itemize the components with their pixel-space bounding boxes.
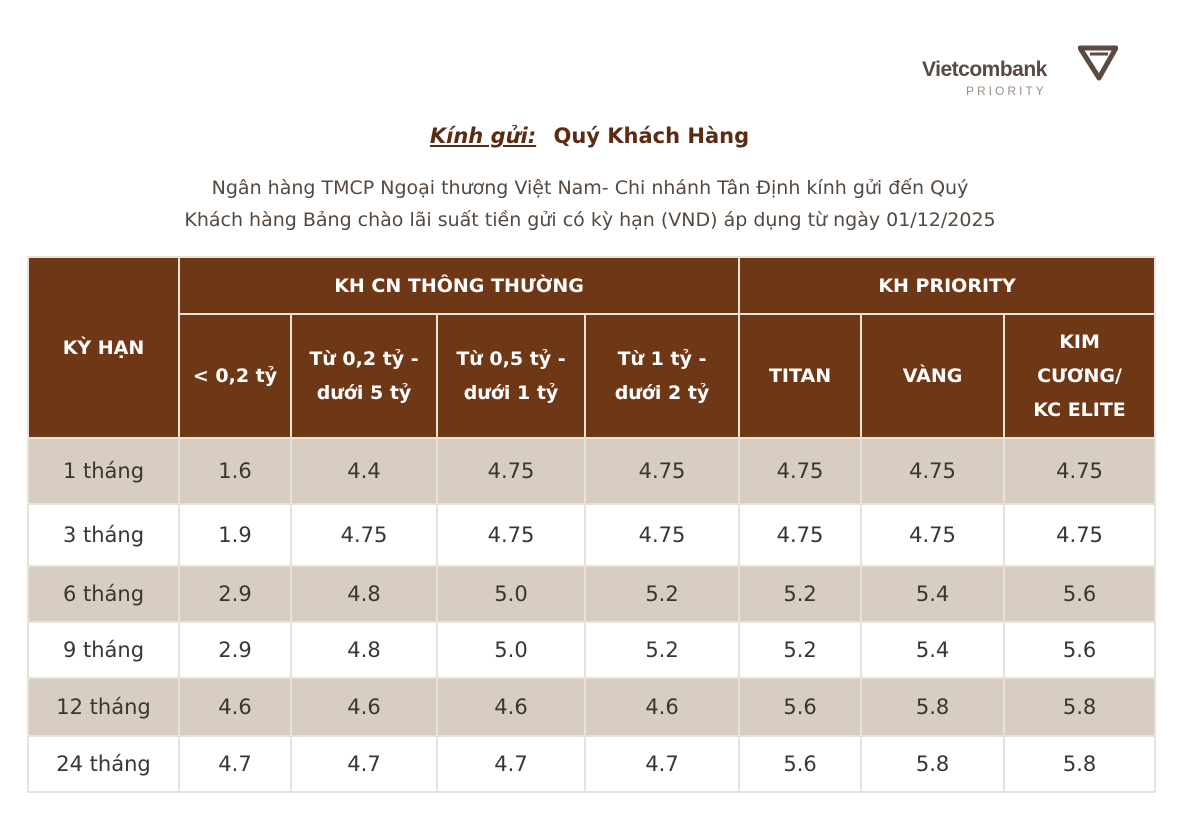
rate-cell: 5.4 [861, 622, 1004, 678]
intro-line-2: Khách hàng Bảng chào lãi suất tiền gửi có kỳ hạn (VND) áp dụng từ ngày 01/12/2025 [184, 209, 996, 231]
rate-cell: 4.8 [291, 566, 437, 622]
column-header-line: Từ 0,2 tỷ - [309, 348, 419, 370]
rate-cell: 4.7 [291, 736, 437, 792]
column-header-line: VÀNG [902, 365, 963, 387]
rate-cell: 4.75 [861, 438, 1004, 504]
rate-cell: 4.6 [437, 678, 585, 736]
rate-cell: 5.4 [861, 566, 1004, 622]
column-header-line: dưới 5 tỷ [316, 382, 412, 404]
rate-cell: 1.6 [179, 438, 291, 504]
rate-cell: 1.9 [179, 504, 291, 566]
rate-cell: 4.75 [437, 504, 585, 566]
term-column-header: KỲ HẠN [28, 257, 179, 438]
greeting [0, 124, 1179, 148]
term-cell: 12 tháng [28, 678, 179, 736]
rate-cell: 5.6 [1004, 622, 1155, 678]
rate-cell: 4.6 [179, 678, 291, 736]
column-header-line: Từ 1 tỷ - [617, 348, 707, 370]
term-cell: 3 tháng [28, 504, 179, 566]
logo-brand-text: Vietcombank [922, 58, 1047, 81]
priority-tier-1-column-header [739, 314, 861, 438]
rate-cell: 4.6 [291, 678, 437, 736]
regular-customer-group-header: KH CN THÔNG THƯỜNG [179, 257, 739, 314]
table-row [28, 504, 1155, 566]
column-header-line: < 0,2 tỷ [192, 365, 278, 387]
rate-cell: 2.9 [179, 622, 291, 678]
rate-cell: 5.6 [1004, 566, 1155, 622]
intro-line-1: Ngân hàng TMCP Ngoại thương Việt Nam- Chi nhánh Tân Định kính gửi đến Quý [211, 177, 969, 199]
greeting-recipient: Quý Khách Hàng [553, 124, 750, 148]
intro-paragraph [110, 172, 1070, 236]
priority-tier-2-column-header [861, 314, 1004, 438]
logo-chevron-icon [1078, 44, 1118, 84]
table-row [28, 678, 1155, 736]
vietcombank-priority-logo [922, 44, 1122, 104]
logo-tier-text: PRIORITY [966, 84, 1047, 98]
rate-cell: 4.75 [739, 504, 861, 566]
column-header-line: CƯƠNG/ [1037, 365, 1122, 387]
column-header-line: KIM [1059, 331, 1100, 353]
rate-cell: 4.4 [291, 438, 437, 504]
rate-cell: 4.7 [437, 736, 585, 792]
rate-cell: 5.8 [861, 678, 1004, 736]
table-row [28, 566, 1155, 622]
rate-cell: 5.0 [437, 622, 585, 678]
rate-cell: 4.75 [739, 438, 861, 504]
rate-cell: 4.75 [861, 504, 1004, 566]
rate-cell: 5.2 [585, 622, 739, 678]
rate-cell: 5.2 [585, 566, 739, 622]
rate-cell: 5.2 [739, 566, 861, 622]
term-cell: 9 tháng [28, 622, 179, 678]
rate-cell: 4.8 [291, 622, 437, 678]
rate-cell: 5.8 [861, 736, 1004, 792]
rate-cell: 4.7 [585, 736, 739, 792]
priority-tier-3-column-header [1004, 314, 1155, 438]
rate-cell: 4.75 [585, 504, 739, 566]
regular-tier-2-column-header [291, 314, 437, 438]
rate-cell: 5.6 [739, 678, 861, 736]
rate-cell: 4.75 [1004, 504, 1155, 566]
regular-tier-4-column-header [585, 314, 739, 438]
rate-cell: 2.9 [179, 566, 291, 622]
rate-cell: 5.8 [1004, 678, 1155, 736]
table-row [28, 736, 1155, 792]
regular-tier-3-column-header [437, 314, 585, 438]
interest-rate-table [27, 256, 1156, 793]
table-row [28, 438, 1155, 504]
rate-cell: 4.75 [1004, 438, 1155, 504]
rate-cell: 5.0 [437, 566, 585, 622]
rate-cell: 4.75 [585, 438, 739, 504]
column-header-line: KC ELITE [1033, 399, 1126, 421]
term-cell: 6 tháng [28, 566, 179, 622]
term-cell: 24 tháng [28, 736, 179, 792]
rate-cell: 5.6 [739, 736, 861, 792]
rate-cell: 4.75 [437, 438, 585, 504]
rate-cell: 5.2 [739, 622, 861, 678]
rate-cell: 4.7 [179, 736, 291, 792]
rate-cell: 4.6 [585, 678, 739, 736]
greeting-label: Kính gửi: [429, 124, 537, 148]
column-header-line: TITAN [768, 365, 832, 387]
term-cell: 1 tháng [28, 438, 179, 504]
regular-tier-1-column-header [179, 314, 291, 438]
rate-cell: 5.8 [1004, 736, 1155, 792]
column-header-line: Từ 0,5 tỷ - [456, 348, 566, 370]
column-header-line: dưới 2 tỷ [614, 382, 710, 404]
priority-customer-group-header: KH PRIORITY [739, 257, 1155, 314]
column-header-line: dưới 1 tỷ [463, 382, 559, 404]
table-row [28, 622, 1155, 678]
rate-cell: 4.75 [291, 504, 437, 566]
